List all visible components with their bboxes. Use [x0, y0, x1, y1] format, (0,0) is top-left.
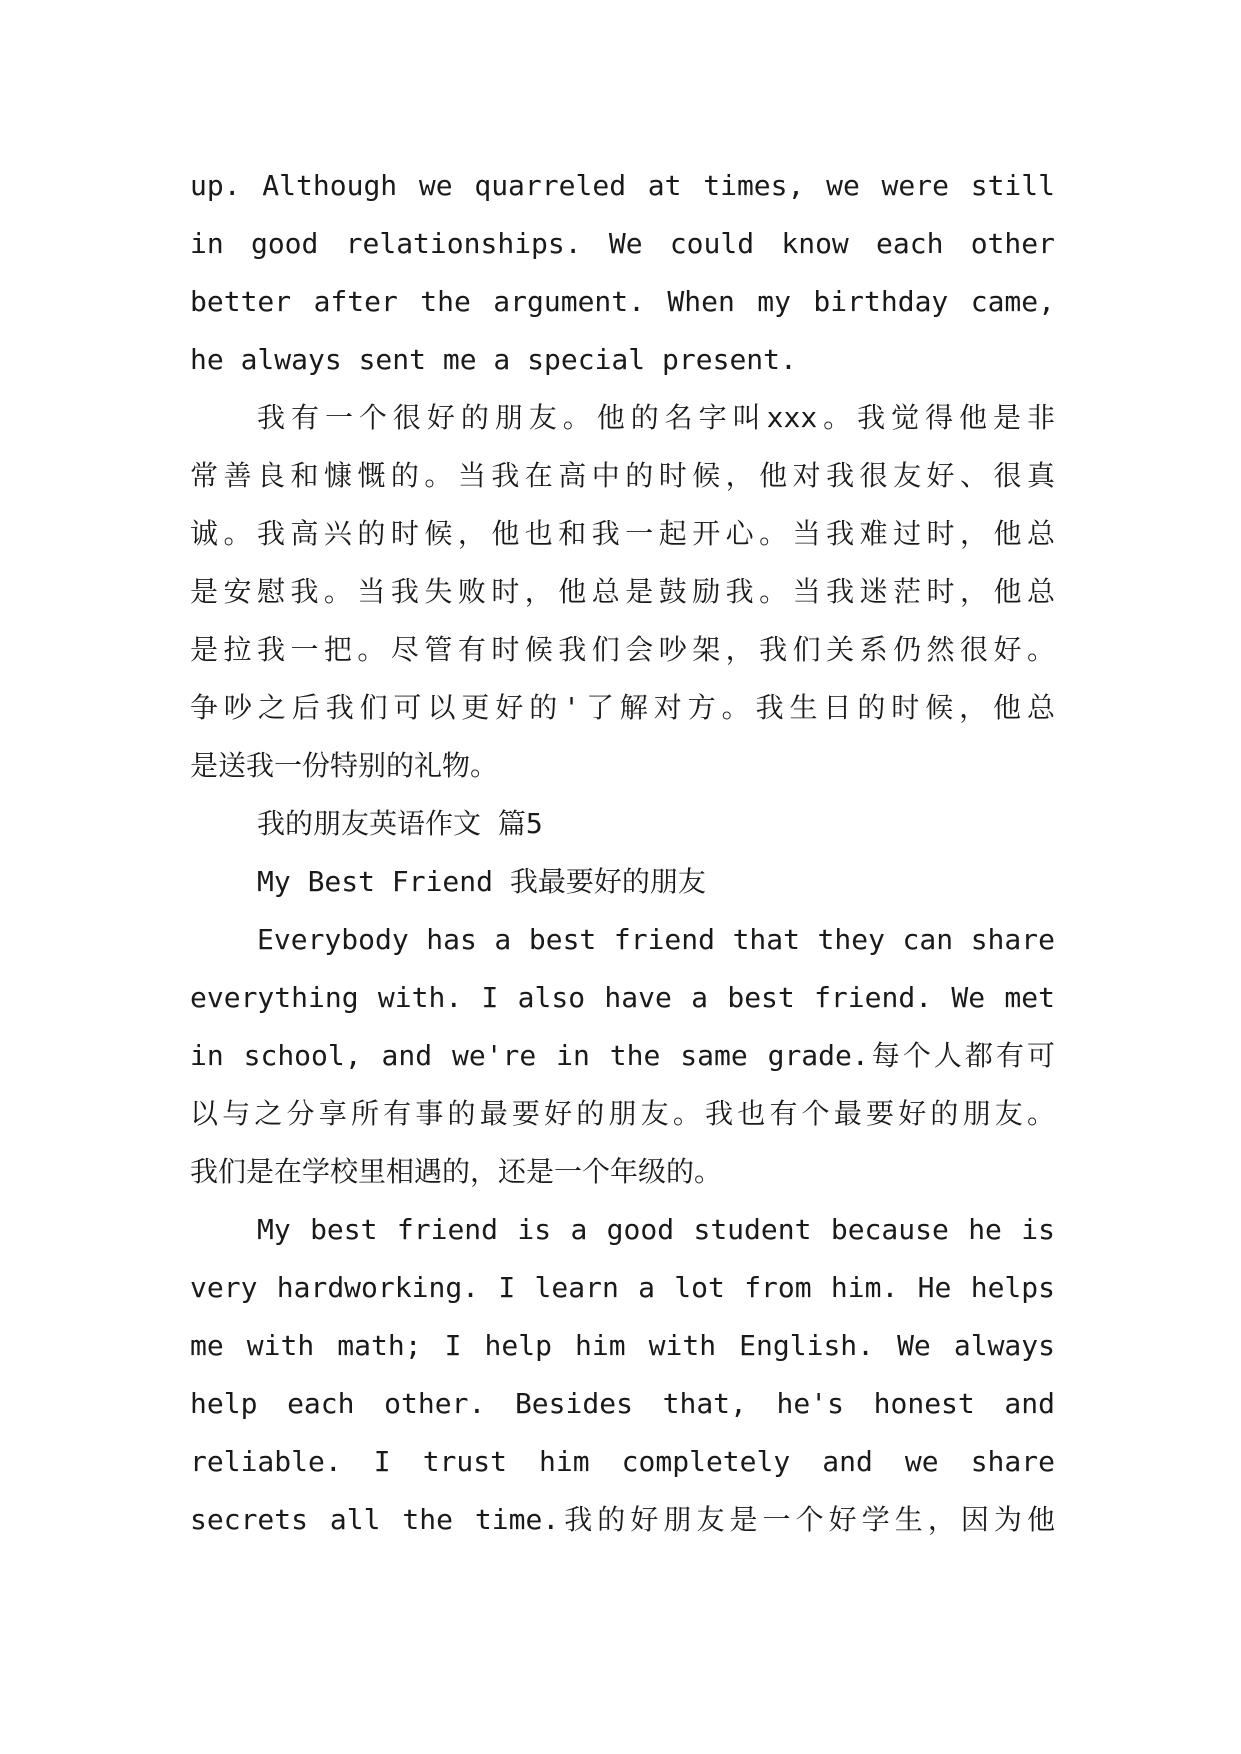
text-line: 是安慰我。当我失败时，他总是鼓励我。当我迷茫时，他总 — [190, 575, 1055, 608]
text-line: up. Although we quarreled at times, we were still — [190, 169, 1055, 202]
text-line: in school, and we're in the same grade.每个人都有可 — [190, 1039, 1055, 1072]
paragraph-first-line: Everybody has a best friend that they can share — [257, 923, 1055, 956]
text-line: 是送我一份特别的礼物。 — [190, 749, 499, 782]
text-line: in good relationships. We could know each other — [190, 227, 1055, 260]
paragraph-first-line: 我有一个很好的朋友。他的名字叫xxx。我觉得他是非 — [257, 401, 1055, 434]
text-line: 诚。我高兴的时候，他也和我一起开心。当我难过时，他总 — [190, 517, 1055, 550]
text-line: 常善良和慷慨的。当我在高中的时候，他对我很友好、很真 — [190, 459, 1055, 492]
text-line: very hardworking. I learn a lot from him. He helps — [190, 1271, 1055, 1304]
text-line: help each other. Besides that, he's honest and — [190, 1387, 1055, 1420]
text-line: better after the argument. When my birthday came, — [190, 285, 1055, 318]
text-line: me with math; I help him with English. We always — [190, 1329, 1055, 1362]
text-line: 争吵之后我们可以更好的'了解对方。我生日的时候，他总 — [190, 691, 1055, 724]
text-line: reliable. I trust him completely and we share — [190, 1445, 1055, 1478]
text-line: everything with. I also have a best friend. We met — [190, 981, 1055, 1014]
text-line: 是拉我一把。尽管有时候我们会吵架，我们关系仍然很好。 — [190, 633, 1055, 666]
paragraph-first-line: My best friend is a good student because he is — [257, 1213, 1055, 1246]
text-line: he always sent me a special present. — [190, 343, 797, 376]
section-heading: 我的朋友英语作文 篇5 — [257, 807, 543, 840]
text-line: secrets all the time.我的好朋友是一个好学生，因为他 — [190, 1503, 1055, 1536]
essay-title: My Best Friend 我最要好的朋友 — [257, 865, 706, 898]
text-line: 以与之分享所有事的最要好的朋友。我也有个最要好的朋友。 — [190, 1097, 1055, 1130]
text-line: 我们是在学校里相遇的，还是一个年级的。 — [190, 1155, 723, 1188]
